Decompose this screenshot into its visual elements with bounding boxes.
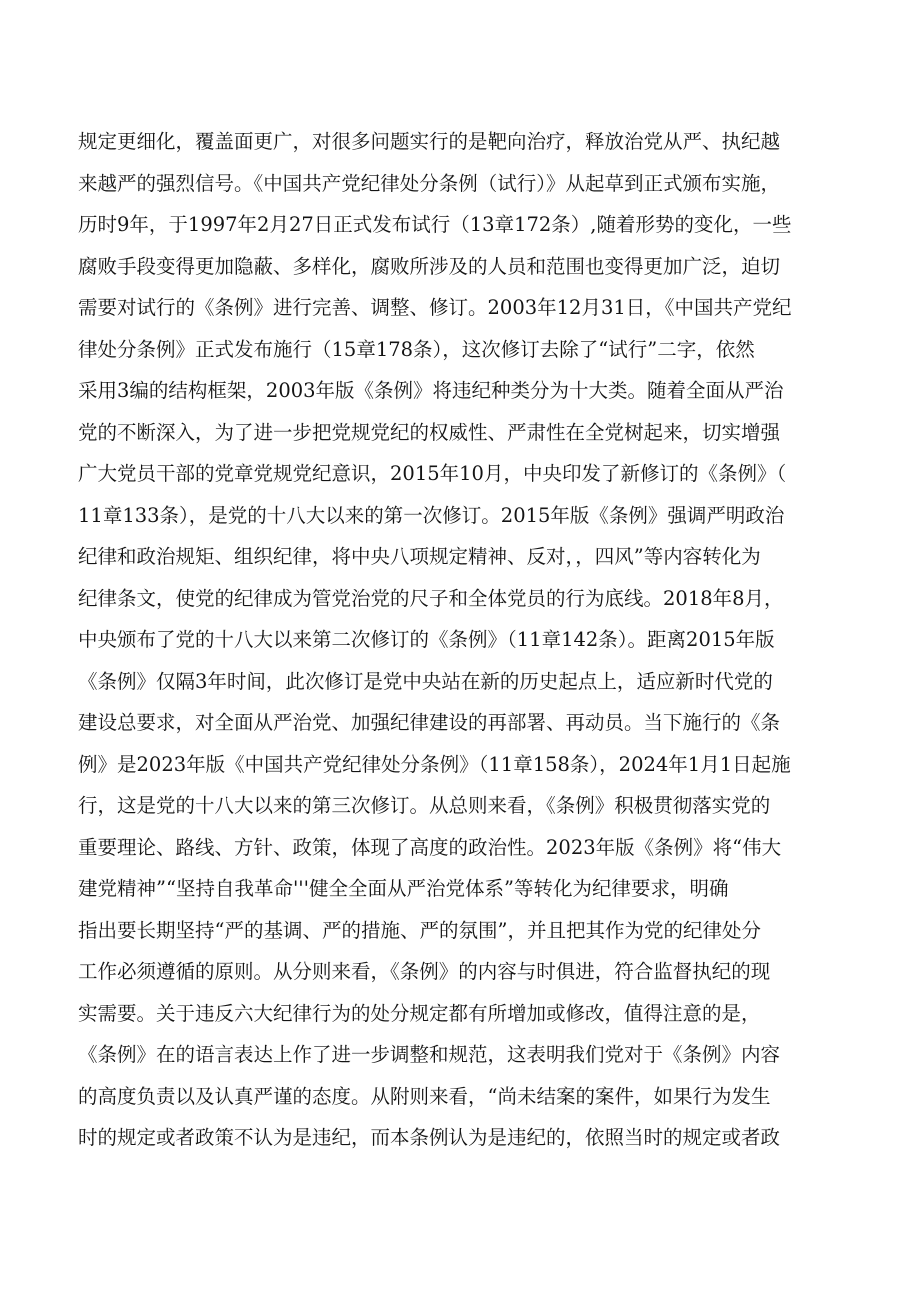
text-line: 实需要。关于违反六大纪律行为的处分规定都有所增加或修改，值得注意的是，	[78, 1001, 761, 1025]
text-line: 历时9年，于1997年2月27日正式发布试行（13章172条）,随着形势的变化，一些	[78, 213, 792, 236]
text-line: 建党精神”“坚持自我革命'''健全全面从严治党体系”等转化为纪律要求，明确	[78, 877, 729, 900]
text-line: 工作必须遵循的原则。从分则来看，《条例》的内容与时俱进，符合监督执纪的现	[78, 960, 771, 983]
text-line: 建设总要求，对全面从严治党、加强纪律建设的再部署、再动员。当下施行的《条	[78, 711, 781, 734]
text-line: 11章133条），是党的十八大以来的第一次修订。2015年版《条例》强调严明政治	[78, 503, 785, 527]
text-line: 采用3编的结构框架，2003年版《条例》将违纪种类分为十大类。随着全面从严治	[78, 379, 784, 402]
text-line: 指出要长期坚持“严的基调、严的措施、严的氛围”，并且把其作为党的纪律处分	[78, 918, 761, 942]
text-line: 来越严的强烈信号。《中国共产党纪律处分条例（试行）》从起草到正式颁布实施，	[78, 171, 781, 195]
body-paragraph	[78, 121, 858, 1159]
text-line: 《条例》仅隔3年时间，此次修订是党中央站在新的历史起点上，适应新时代党的	[78, 669, 773, 693]
text-line: 例》是2023年版《中国共产党纪律处分条例》（11章158条），2024年1月1日起施	[78, 752, 791, 776]
text-line: 纪律条文，使党的纪律成为管党治党的尺子和全体党员的行为底线。2018年8月，	[78, 586, 784, 610]
text-line: 规定更细化，覆盖面更广，对很多问题实行的是靶向治疗，释放治党从严、执纪越	[78, 130, 781, 153]
text-line: 时的规定或者政策不认为是违纪，而本条例认为是违纪的，依照当时的规定或者政	[78, 1126, 781, 1149]
text-line: 的高度负责以及认真严谨的态度。从附则来看，“尚未结案的案件，如果行为发生	[78, 1084, 771, 1108]
text-line: 《条例》在的语言表达上作了进一步调整和规范，这表明我们党对于《条例》内容	[78, 1043, 781, 1066]
text-line: 重要理论、路线、方针、政策，体现了高度的政治性。2023年版《条例》将“伟大	[78, 835, 782, 859]
text-line: 纪律和政治规矩、组织纪律，将中央八项规定精神、反对，，四风”等内容转化为	[78, 545, 761, 568]
text-line: 需要对试行的《条例》进行完善、调整、修订。2003年12月31日，《中国共产党纪	[78, 296, 792, 319]
text-line: 腐败手段变得更加隐蔽、多样化，腐败所涉及的人员和范围也变得更加广泛，迫切	[78, 254, 781, 278]
text-line: 广大党员干部的党章党规党纪意识，2015年10月，中央印发了新修订的《条例》（	[78, 462, 787, 485]
text-line: 中央颁布了党的十八大以来第二次修订的《条例》（11章142条）。距离2015年版	[78, 628, 775, 651]
text-line: 党的不断深入，为了进一步把党规党纪的权威性、严肃性在全党树起来，切实增强	[78, 420, 781, 444]
text-line: 律处分条例》正式发布施行（15章178条），这次修订去除了“试行”二字，依然	[78, 337, 755, 361]
text-line: 行，这是党的十八大以来的第三次修订。从总则来看，《条例》积极贯彻落实党的	[78, 794, 771, 817]
